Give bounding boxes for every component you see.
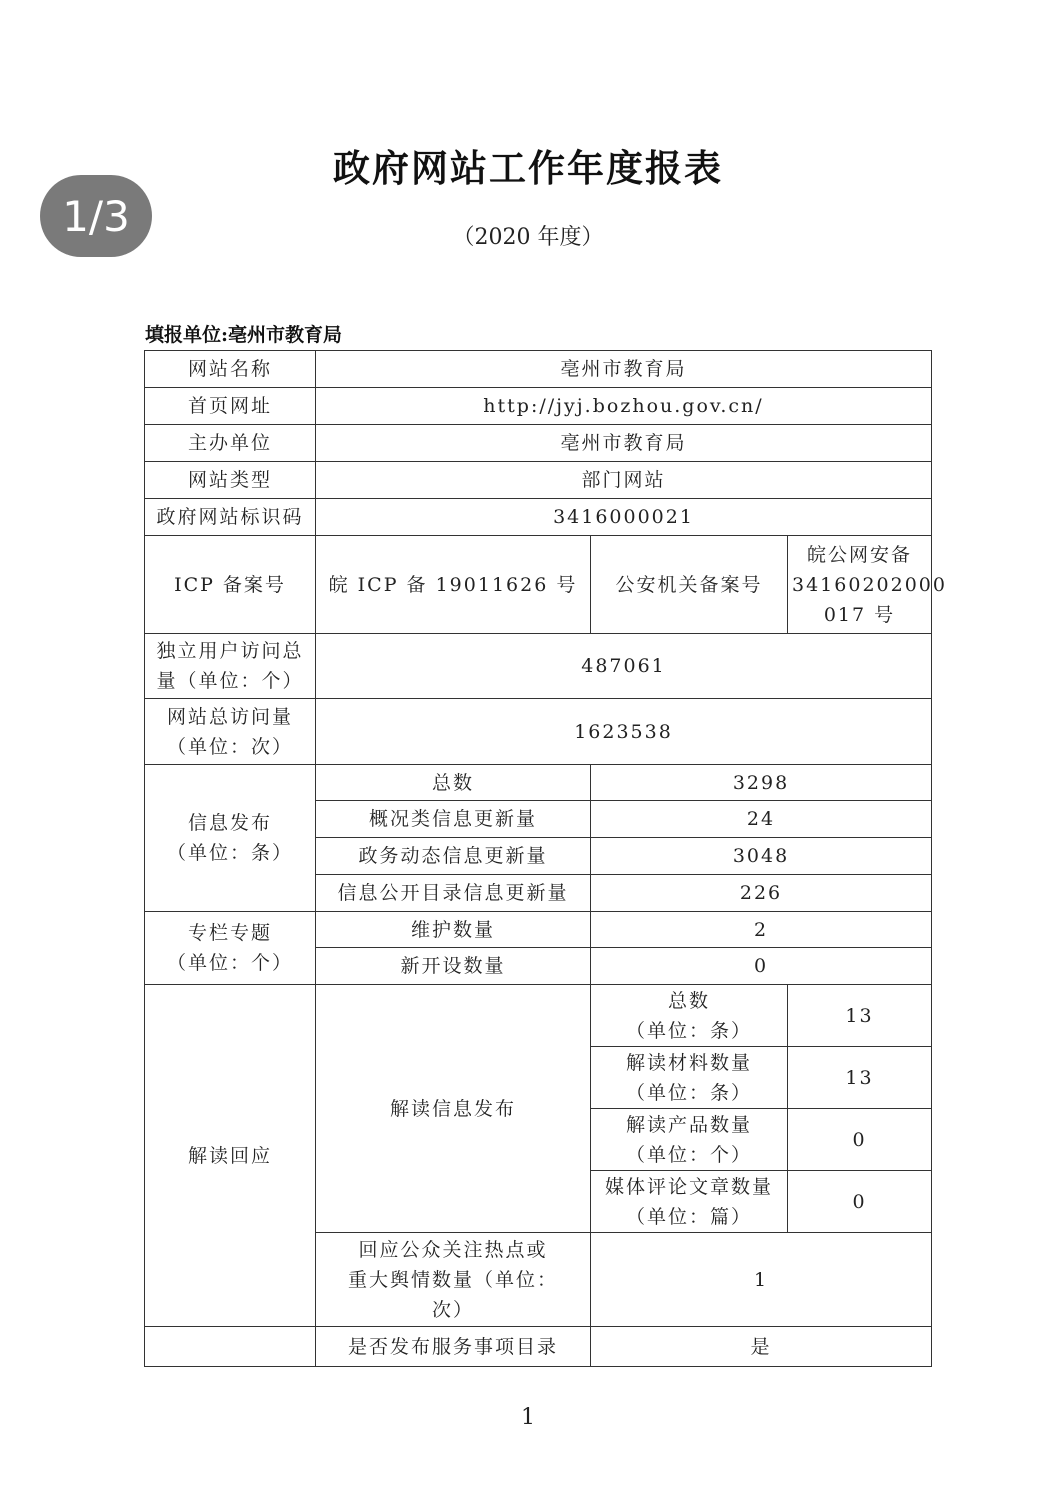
site-id-label: 政府网站标识码 [145,499,316,536]
label-line: 专栏专题 [187,922,272,944]
empty-cell [145,1327,316,1367]
table-row [145,536,932,634]
label-line: （单位：个） [166,952,293,974]
info-item-value: 226 [591,875,932,912]
label-line: 量（单位：个） [156,670,304,692]
page-views-value: 1623538 [316,699,932,765]
site-id-value: 3416000021 [316,499,932,536]
special-column-label [145,912,316,985]
page-views-label [145,699,316,765]
table-row [145,425,932,462]
label-line: （单位：条） [625,1019,752,1042]
service-catalog-label: 是否发布服务事项目录 [316,1327,591,1367]
police-record-value [788,536,947,634]
site-type-label: 网站类型 [145,462,316,499]
label-line: 解读材料数量 [625,1051,752,1074]
interpret-item-label [591,1109,788,1171]
report-year: （2020 年度） [452,225,604,250]
info-item-label: 信息公开目录信息更新量 [316,875,591,912]
table-row [145,462,932,499]
table-row [145,1327,932,1367]
info-item-label: 总数 [316,765,591,801]
police-record-line: 017 号 [823,603,896,626]
info-item-label: 概况类信息更新量 [316,801,591,838]
unique-visitors-label [145,634,316,699]
label-line: 总数 [667,989,710,1012]
interpret-item-value: 13 [788,1047,932,1109]
page-number: 1 [521,1405,535,1430]
column-item-label: 维护数量 [316,912,591,948]
label-line: 独立用户访问总 [156,640,304,662]
reporting-unit: 填报单位:亳州市教育局 [145,324,343,346]
interpret-release-label: 解读信息发布 [316,985,591,1233]
label-line: （单位：条） [625,1081,752,1104]
icp-label: ICP 备案号 [145,536,316,634]
interpret-item-value: 0 [788,1171,932,1233]
label-line: 信息发布 [187,812,272,834]
column-item-label: 新开设数量 [316,948,591,985]
site-name-value: 亳州市教育局 [316,351,932,388]
police-record-line: 34160202000 [792,573,947,596]
label-line: 重大舆情数量（单位： [347,1268,558,1291]
info-item-value: 3048 [591,838,932,875]
info-item-label: 政务动态信息更新量 [316,838,591,875]
column-item-value: 2 [591,912,932,948]
table-row [145,765,932,801]
interpret-item-label [591,1171,788,1233]
unique-visitors-value: 487061 [316,634,932,699]
table-row [145,912,932,948]
homepage-url: http://jyj.bozhou.gov.cn/ [316,388,932,425]
label-line: 网站总访问量 [166,705,293,728]
label-line: （单位：篇） [625,1205,752,1228]
report-title: 政府网站工作年度报表 [333,147,723,190]
label-line: （单位：次） [166,735,293,758]
info-item-value: 3298 [591,765,932,801]
label-line: （单位：条） [166,842,293,864]
site-name-label: 网站名称 [145,351,316,388]
table-row [145,985,932,1047]
sponsor-value: 亳州市教育局 [316,425,932,462]
service-catalog-value: 是 [591,1327,932,1367]
police-record-label: 公安机关备案号 [591,536,788,634]
info-item-value: 24 [591,801,932,838]
table-row [145,351,932,388]
response-hotspot-value: 1 [591,1233,932,1327]
interpret-item-label [591,1047,788,1109]
table-row [145,699,932,765]
interpret-item-label [591,985,788,1047]
label-line: 解读产品数量 [625,1113,752,1136]
interpret-response-label: 解读回应 [145,985,316,1327]
icp-value: 皖 ICP 备 19011626 号 [316,536,591,634]
interpret-item-value: 0 [788,1109,932,1171]
police-record-line: 皖公网安备 [807,543,913,566]
interpret-item-value: 13 [788,985,932,1047]
label-line: 回应公众关注热点或 [358,1238,548,1261]
report-table [144,350,947,1367]
info-release-label [145,765,316,912]
label-line: 媒体评论文章数量 [604,1175,773,1198]
table-row [145,634,932,699]
response-hotspot-label [316,1233,591,1327]
page-indicator-badge: 1/3 [40,175,152,257]
table-row [145,499,932,536]
sponsor-label: 主办单位 [145,425,316,462]
homepage-label: 首页网址 [145,388,316,425]
column-item-value: 0 [591,948,932,985]
table-row [145,388,932,425]
site-type-value: 部门网站 [316,462,932,499]
label-line: 次） [431,1298,474,1321]
label-line: （单位：个） [625,1143,752,1166]
